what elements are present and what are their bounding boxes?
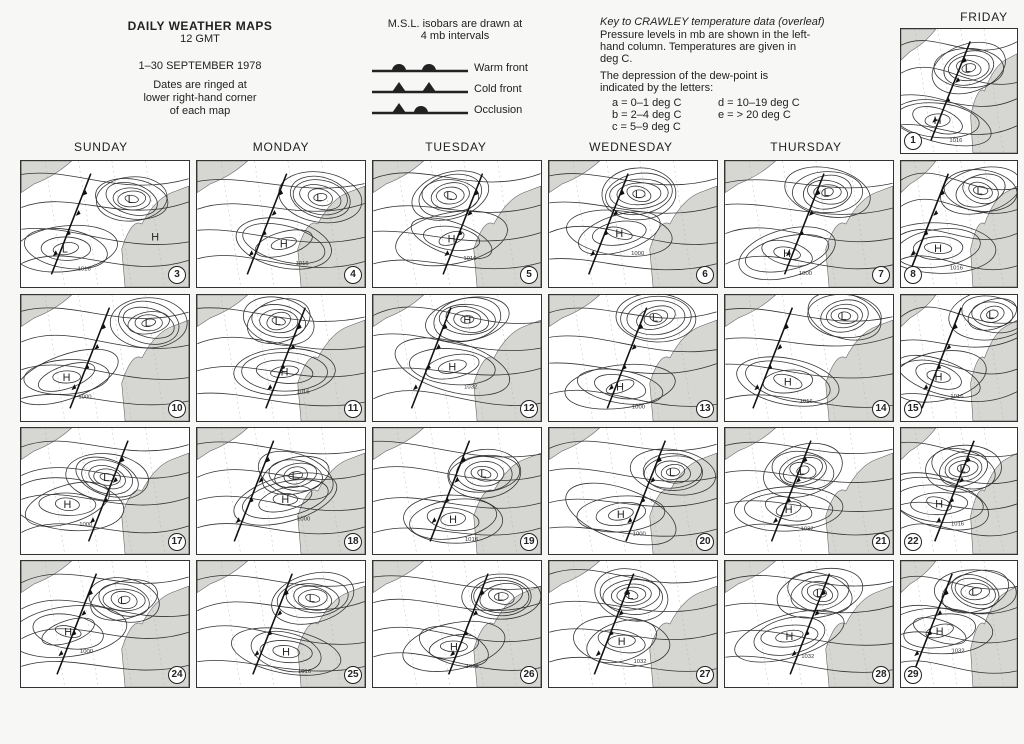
weather-map: [900, 427, 1018, 555]
weather-map: [724, 160, 894, 288]
low-pressure-label: L: [627, 589, 634, 602]
graticule-line: [45, 161, 65, 287]
isobar-value: 1016: [463, 256, 477, 263]
weather-map: [724, 427, 894, 555]
map-drawing: [549, 161, 717, 287]
low-pressure-label: L: [291, 470, 298, 483]
title-block: [95, 20, 305, 118]
isobar-value: 1016: [950, 393, 964, 400]
day-header-tuesday: TUESDAY: [425, 140, 487, 154]
front-symbol: [609, 384, 614, 390]
land-mass: [197, 161, 364, 287]
low-pressure-label: L: [634, 188, 642, 201]
weather-map: [900, 28, 1018, 154]
front-symbol: [773, 517, 778, 523]
map-drawing: [373, 161, 541, 287]
map-drawing: [373, 561, 541, 687]
map-drawing: [197, 161, 365, 287]
weather-map: [196, 160, 366, 288]
period-label: 1–30 SEPTEMBER 1978: [138, 60, 262, 72]
graticule-line: [288, 295, 308, 421]
land-mass: [549, 295, 716, 421]
low-pressure-label: L: [668, 466, 675, 479]
weather-map: [20, 160, 190, 288]
front-line: [594, 574, 633, 675]
weather-map: [20, 427, 190, 555]
map-drawing: [549, 428, 717, 554]
weather-map: [196, 427, 366, 555]
date-ring: 17: [168, 533, 186, 551]
high-pressure-label: H: [616, 381, 624, 394]
low-pressure-label: L: [497, 591, 504, 604]
front-line: [430, 441, 469, 542]
graticule-line: [961, 295, 981, 421]
graticule-line: [112, 428, 132, 554]
date-ring: 22: [904, 533, 922, 551]
note-line-1: Dates are ringed at: [153, 79, 247, 91]
code-b: b = 2–4 deg C: [612, 109, 682, 121]
key-block: [600, 16, 840, 137]
weather-map: [196, 560, 366, 688]
note-line-3: of each map: [169, 105, 231, 117]
low-pressure-label: L: [120, 594, 127, 607]
graticule-line: [938, 295, 958, 421]
key-title: Key to CRAWLEY temperature data (overleaf): [600, 16, 825, 28]
graticule-line: [961, 561, 981, 687]
low-pressure-label: L: [127, 193, 134, 206]
graticule-line: [573, 161, 593, 287]
high-pressure-label: H: [449, 641, 458, 654]
graticule-line: [221, 428, 241, 554]
front-symbol: [413, 384, 418, 390]
low-pressure-label: L: [823, 187, 830, 200]
graticule-line: [45, 561, 65, 687]
weather-map: [372, 560, 542, 688]
map-drawing: [373, 295, 541, 421]
key-para-2a: The depression of the dew-point is: [600, 70, 769, 82]
weather-map: [900, 294, 1018, 422]
front-symbol: [792, 650, 797, 656]
day-header-thursday: THURSDAY: [770, 140, 842, 154]
date-ring: 7: [872, 266, 890, 284]
day-header-monday: MONDAY: [252, 140, 310, 154]
high-pressure-label: H: [617, 636, 626, 649]
high-pressure-label: H: [933, 115, 942, 128]
isobar-value: 1000: [631, 404, 646, 411]
graticule-line: [45, 428, 65, 554]
date-ring: 4: [344, 266, 362, 284]
high-pressure-label: H: [783, 248, 791, 261]
isobar-value: 1016: [295, 261, 309, 268]
high-pressure-label: H: [151, 231, 160, 244]
weather-map: [548, 427, 718, 555]
isobar-value: 1000: [79, 649, 94, 656]
day-header-friday: FRIDAY: [960, 10, 1008, 24]
isobar-value: 1032: [633, 658, 647, 665]
front-symbol: [596, 650, 601, 656]
page-title: DAILY WEATHER MAPS: [127, 19, 273, 33]
map-drawing: [197, 428, 365, 554]
graticule-line: [221, 561, 241, 687]
isobar-value: 1000: [297, 516, 311, 523]
weather-map: [724, 560, 894, 688]
legend-occlusion: [370, 101, 550, 119]
high-pressure-label: H: [64, 626, 73, 639]
low-pressure-label: L: [798, 465, 806, 478]
front-line: [51, 174, 90, 275]
note-line-2: lower right-hand corner: [143, 92, 257, 104]
graticule-line: [606, 428, 626, 554]
date-ring: 8: [904, 266, 922, 284]
date-ring: 5: [520, 266, 538, 284]
map-drawing: [549, 561, 717, 687]
date-ring: 20: [696, 533, 714, 551]
weather-map: [900, 160, 1018, 288]
weather-map: [196, 294, 366, 422]
graticule-line: [782, 161, 802, 287]
key-para-1a: Pressure levels in mb are shown in the left-: [600, 29, 811, 41]
legend: [360, 18, 550, 116]
front-symbol: [627, 517, 632, 523]
isobar-value: 1032: [464, 384, 478, 391]
front-line: [57, 574, 96, 675]
date-ring: 11: [344, 400, 362, 418]
front-line: [412, 308, 451, 409]
land-mass: [21, 161, 188, 287]
low-pressure-label: L: [964, 62, 971, 75]
warm-front-label: Warm front: [474, 62, 528, 74]
warm-front-icon: [370, 59, 470, 77]
graticule-line: [221, 295, 241, 421]
high-pressure-label: H: [935, 625, 944, 638]
low-pressure-label: L: [480, 468, 487, 481]
front-symbol: [254, 650, 259, 656]
date-ring: 13: [696, 400, 714, 418]
time-label: 12 GMT: [180, 33, 220, 45]
graticule-line: [397, 161, 417, 287]
front-symbol: [249, 250, 254, 256]
isobar-value: 1016: [949, 137, 963, 144]
isobar: [725, 180, 892, 188]
map-drawing: [725, 295, 893, 421]
high-pressure-label: H: [934, 371, 943, 384]
map-drawing: [21, 428, 189, 554]
weather-map: [548, 160, 718, 288]
key-para-1b: hand column. Temperatures are given in: [600, 41, 797, 53]
isobar: [21, 338, 125, 416]
graticule-line: [397, 428, 417, 554]
high-pressure-label: H: [447, 233, 456, 246]
front-symbol: [267, 384, 272, 390]
land-mass: [21, 561, 188, 687]
code-a: a = 0–1 deg C: [612, 97, 682, 109]
low-pressure-label: L: [144, 317, 151, 330]
low-pressure-label: L: [840, 310, 847, 323]
cold-front-icon: [370, 80, 470, 98]
low-pressure-label: L: [61, 243, 68, 256]
legend-cold-front: [370, 80, 550, 98]
date-ring: 21: [872, 533, 890, 551]
date-ring: 3: [168, 266, 186, 284]
low-pressure-label: L: [316, 192, 323, 205]
map-drawing: [21, 161, 189, 287]
graticule-line: [254, 295, 274, 421]
isobar-value: 1032: [465, 664, 479, 671]
low-pressure-label: L: [446, 190, 453, 203]
graticule-line: [749, 561, 769, 687]
map-drawing: [21, 561, 189, 687]
isobar-value: 1016: [297, 669, 312, 676]
weather-map: [20, 560, 190, 688]
isobar-value: 1032: [800, 526, 814, 533]
high-pressure-label: H: [448, 361, 457, 374]
date-ring: 6: [696, 266, 714, 284]
high-pressure-label: H: [449, 514, 457, 527]
isobar-value: 1000: [78, 394, 92, 401]
date-ring: 12: [520, 400, 538, 418]
low-pressure-label: L: [308, 593, 315, 606]
high-pressure-label: H: [615, 228, 624, 241]
occlusion-icon: [370, 101, 470, 119]
map-drawing: [373, 428, 541, 554]
map-drawing: [725, 161, 893, 287]
date-ring: 28: [872, 666, 890, 684]
date-ring: 15: [904, 400, 922, 418]
date-ring: 24: [168, 666, 186, 684]
map-drawing: [725, 428, 893, 554]
low-pressure-label: L: [988, 309, 995, 322]
isobar-value: 1016: [949, 265, 963, 272]
graticule-line: [573, 428, 593, 554]
front-line: [247, 174, 286, 275]
high-pressure-label: H: [279, 238, 288, 251]
front-line: [253, 574, 292, 675]
isobar-value: 1000: [631, 250, 645, 257]
front-symbol: [590, 250, 595, 256]
date-ring: 1: [904, 132, 922, 150]
legend-warm-front: [370, 59, 550, 77]
graticule-line: [816, 295, 836, 421]
map-drawing: [21, 295, 189, 421]
front-symbol: [910, 250, 915, 256]
land-mass: [197, 428, 364, 554]
weather-map: [724, 294, 894, 422]
date-ring: 27: [696, 666, 714, 684]
high-pressure-label: H: [785, 631, 794, 644]
low-pressure-label: L: [971, 586, 978, 599]
high-pressure-label: H: [784, 503, 793, 516]
map-drawing: [197, 295, 365, 421]
isobar-value: 1000: [79, 521, 93, 528]
isobar-note-1: M.S.L. isobars are drawn at: [387, 18, 523, 30]
isobar-value: 1032: [801, 653, 815, 660]
day-header-wednesday: WEDNESDAY: [589, 140, 673, 154]
high-pressure-label: H: [463, 314, 472, 327]
day-header-sunday: SUNDAY: [74, 140, 128, 154]
high-pressure-label: H: [280, 366, 289, 379]
date-ring: 18: [344, 533, 362, 551]
front-symbol: [58, 650, 63, 656]
isobar-value: 1016: [77, 266, 91, 273]
key-para-2b: indicated by the letters:: [600, 82, 714, 94]
high-pressure-label: H: [62, 371, 71, 384]
weather-map: [900, 560, 1018, 688]
date-ring: 26: [520, 666, 538, 684]
graticule-line: [606, 561, 626, 687]
date-ring: 25: [344, 666, 362, 684]
high-pressure-label: H: [281, 494, 290, 507]
date-ring: 29: [904, 666, 922, 684]
weather-map: [372, 427, 542, 555]
graticule-line: [78, 428, 98, 554]
weather-map: [548, 294, 718, 422]
occlusion-label: Occlusion: [474, 104, 523, 116]
high-pressure-label: H: [935, 498, 944, 511]
front-line: [70, 308, 109, 409]
graticule-line: [78, 295, 98, 421]
weather-map: [20, 294, 190, 422]
high-pressure-label: H: [783, 376, 792, 389]
isobar-value: 1016: [464, 536, 479, 543]
high-pressure-label: H: [616, 508, 625, 521]
low-pressure-label: L: [274, 316, 281, 329]
isobar-value: 1032: [951, 648, 965, 655]
high-pressure-label: H: [934, 243, 942, 256]
date-ring: 10: [168, 400, 186, 418]
code-d: d = 10–19 deg C: [718, 97, 800, 109]
isobar-value: 1016: [799, 399, 813, 406]
low-pressure-label: L: [103, 472, 110, 485]
date-ring: 19: [520, 533, 538, 551]
code-e: e = > 20 deg C: [718, 109, 791, 121]
isobar-value: 1000: [632, 531, 646, 538]
front-symbol: [431, 517, 436, 523]
low-pressure-label: L: [976, 185, 983, 198]
weather-map: [372, 160, 542, 288]
graticule-line: [573, 295, 593, 421]
weather-map: [372, 294, 542, 422]
date-ring: 14: [872, 400, 890, 418]
cold-front-label: Cold front: [474, 83, 522, 95]
high-pressure-label: H: [282, 646, 290, 659]
low-pressure-label: L: [651, 312, 658, 325]
weather-map: [548, 560, 718, 688]
key-para-1c: deg C.: [600, 53, 633, 65]
high-pressure-label: H: [63, 499, 72, 512]
map-drawing: [549, 295, 717, 421]
isobar-note-2: 4 mb intervals: [420, 30, 490, 42]
isobar-value: 1016: [950, 521, 965, 528]
dewpoint-codes: [600, 97, 840, 137]
front-line: [607, 308, 646, 409]
map-drawing: [197, 561, 365, 687]
low-pressure-label: L: [815, 588, 823, 601]
map-drawing: [725, 561, 893, 687]
code-c: c = 5–9 deg C: [612, 121, 681, 133]
isobar-value: 1000: [798, 270, 813, 277]
low-pressure-label: L: [959, 463, 966, 476]
isobar-value: 1016: [296, 389, 310, 396]
